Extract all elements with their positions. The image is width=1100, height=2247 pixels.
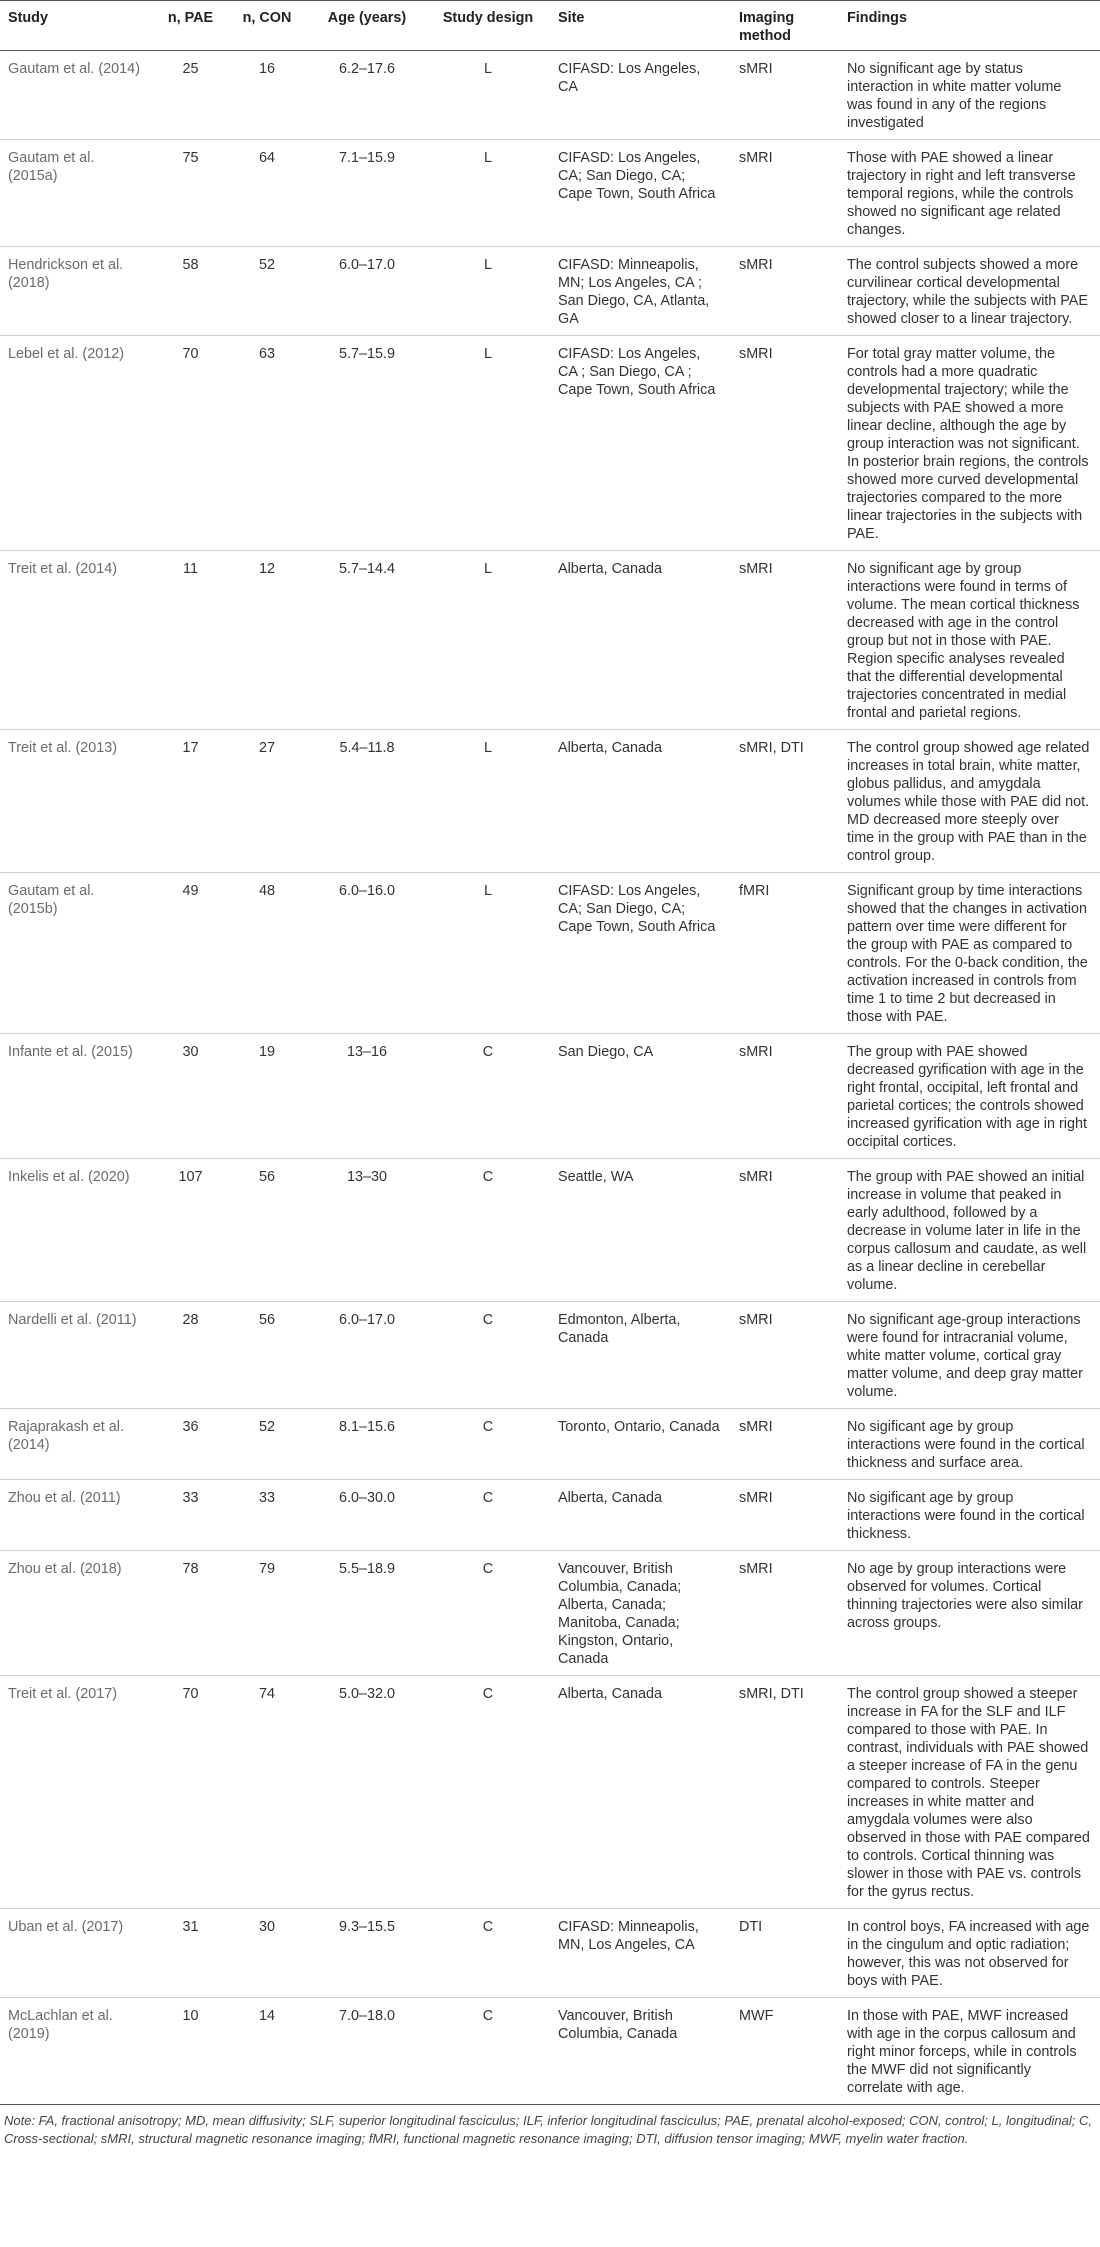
cell-study-design: L [428, 247, 550, 336]
cell-n-pae: 49 [155, 873, 228, 1034]
cell-n-pae: 28 [155, 1302, 228, 1409]
cell-study-design: L [428, 336, 550, 551]
cell-findings: The control group showed age related increases in total brain, white matter, globus pallidus, and amygdala volumes while those with PAE did not. MD decreased more steeply over time in the group with PAE than in the control group. [839, 730, 1100, 873]
cell-age: 6.2–17.6 [308, 51, 428, 140]
cell-study-design: C [428, 1480, 550, 1551]
cell-n-pae: 30 [155, 1034, 228, 1159]
cell-study-design: C [428, 1302, 550, 1409]
header-imaging-method: Imaging method [731, 1, 839, 51]
header-findings: Findings [839, 1, 1100, 51]
cell-findings: No sigificant age by group interactions were found in the cortical thickness and surface area. [839, 1409, 1100, 1480]
table-row [0, 1159, 1100, 1302]
cell-study-design: C [428, 1159, 550, 1302]
table-row [0, 873, 1100, 1034]
cell-n-con: 64 [228, 140, 308, 247]
cell-n-con: 30 [228, 1909, 308, 1998]
cell-findings: No significant age by group interactions were found in terms of volume. The mean cortical thickness decreased with age in the control group but not in those with PAE. Region specific analyses revealed that the differential developmental trajectories concentrated in medial frontal and parietal regions. [839, 551, 1100, 730]
cell-site: CIFASD: Los Angeles, CA; San Diego, CA; Cape Town, South Africa [550, 140, 731, 247]
cell-findings: No significant age by status interaction in white matter volume was found in any of the regions investigated [839, 51, 1100, 140]
cell-study: Treit et al. (2014) [0, 551, 155, 730]
cell-imaging-method: sMRI, DTI [731, 1676, 839, 1909]
cell-study-design: C [428, 1551, 550, 1676]
cell-study: Gautam et al. (2015b) [0, 873, 155, 1034]
cell-n-con: 12 [228, 551, 308, 730]
cell-n-con: 33 [228, 1480, 308, 1551]
cell-age: 6.0–16.0 [308, 873, 428, 1034]
cell-n-pae: 78 [155, 1551, 228, 1676]
cell-n-con: 52 [228, 1409, 308, 1480]
cell-imaging-method: sMRI [731, 1159, 839, 1302]
cell-site: Alberta, Canada [550, 730, 731, 873]
cell-n-con: 79 [228, 1551, 308, 1676]
cell-study-design: C [428, 1998, 550, 2105]
table-row [0, 1998, 1100, 2105]
cell-site: Vancouver, British Columbia, Canada; Alberta, Canada; Manitoba, Canada; Kingston, Ontario, Canada [550, 1551, 731, 1676]
cell-study-design: C [428, 1034, 550, 1159]
cell-site: CIFASD: Minneapolis, MN; Los Angeles, CA ; San Diego, CA, Atlanta, GA [550, 247, 731, 336]
cell-imaging-method: sMRI [731, 247, 839, 336]
cell-imaging-method: sMRI [731, 1480, 839, 1551]
cell-imaging-method: sMRI [731, 551, 839, 730]
cell-findings: For total gray matter volume, the controls had a more quadratic developmental trajectory; while the subjects with PAE showed a more linear decline, although the age by group interaction was not significant. In posterior brain regions, the controls showed more curved developmental trajectories compared to the more linear trajectories in the subjects with PAE. [839, 336, 1100, 551]
table-row [0, 51, 1100, 140]
cell-n-con: 16 [228, 51, 308, 140]
cell-study: Gautam et al. (2015a) [0, 140, 155, 247]
cell-study: Nardelli et al. (2011) [0, 1302, 155, 1409]
cell-age: 6.0–17.0 [308, 1302, 428, 1409]
cell-imaging-method: sMRI [731, 1409, 839, 1480]
table-row [0, 336, 1100, 551]
table-row [0, 730, 1100, 873]
cell-n-con: 52 [228, 247, 308, 336]
cell-findings: In those with PAE, MWF increased with age in the corpus callosum and right minor forceps, while in controls the MWF did not significantly correlate with age. [839, 1998, 1100, 2105]
cell-age: 5.7–15.9 [308, 336, 428, 551]
table-row [0, 1551, 1100, 1676]
table-row [0, 1480, 1100, 1551]
cell-study: Zhou et al. (2011) [0, 1480, 155, 1551]
cell-findings: Those with PAE showed a linear trajectory in right and left transverse temporal regions, while the controls showed no significant age related changes. [839, 140, 1100, 247]
cell-n-pae: 17 [155, 730, 228, 873]
table-row [0, 1409, 1100, 1480]
cell-imaging-method: MWF [731, 1998, 839, 2105]
cell-study: Treit et al. (2017) [0, 1676, 155, 1909]
table-header-row [0, 1, 1100, 51]
cell-imaging-method: sMRI, DTI [731, 730, 839, 873]
table-row [0, 1676, 1100, 1909]
cell-study: Zhou et al. (2018) [0, 1551, 155, 1676]
cell-imaging-method: fMRI [731, 873, 839, 1034]
cell-site: San Diego, CA [550, 1034, 731, 1159]
cell-site: CIFASD: Los Angeles, CA; San Diego, CA; Cape Town, South Africa [550, 873, 731, 1034]
cell-imaging-method: sMRI [731, 1551, 839, 1676]
cell-age: 8.1–15.6 [308, 1409, 428, 1480]
cell-study-design: C [428, 1909, 550, 1998]
cell-age: 6.0–30.0 [308, 1480, 428, 1551]
cell-site: CIFASD: Los Angeles, CA [550, 51, 731, 140]
cell-findings: The control subjects showed a more curvilinear cortical developmental trajectory, while the subjects with PAE showed closer to a linear trajectory. [839, 247, 1100, 336]
cell-n-con: 14 [228, 1998, 308, 2105]
cell-findings: In control boys, FA increased with age in the cingulum and optic radiation; however, this was not observed for boys with PAE. [839, 1909, 1100, 1998]
header-study-design: Study design [428, 1, 550, 51]
cell-study: Rajaprakash et al. (2014) [0, 1409, 155, 1480]
cell-n-con: 56 [228, 1302, 308, 1409]
header-n-con: n, CON [228, 1, 308, 51]
cell-age: 5.0–32.0 [308, 1676, 428, 1909]
cell-age: 13–30 [308, 1159, 428, 1302]
cell-n-pae: 107 [155, 1159, 228, 1302]
cell-n-pae: 11 [155, 551, 228, 730]
cell-imaging-method: DTI [731, 1909, 839, 1998]
cell-age: 9.3–15.5 [308, 1909, 428, 1998]
header-n-pae: n, PAE [155, 1, 228, 51]
header-site: Site [550, 1, 731, 51]
cell-site: Seattle, WA [550, 1159, 731, 1302]
cell-n-pae: 70 [155, 336, 228, 551]
cell-study: McLachlan et al. (2019) [0, 1998, 155, 2105]
cell-age: 5.5–18.9 [308, 1551, 428, 1676]
cell-study: Inkelis et al. (2020) [0, 1159, 155, 1302]
cell-study: Hendrickson et al. (2018) [0, 247, 155, 336]
cell-n-con: 63 [228, 336, 308, 551]
cell-study: Infante et al. (2015) [0, 1034, 155, 1159]
table-body [0, 51, 1100, 2105]
cell-findings: No sigificant age by group interactions were found in the cortical thickness. [839, 1480, 1100, 1551]
table-row [0, 1034, 1100, 1159]
cell-n-pae: 58 [155, 247, 228, 336]
cell-findings: The control group showed a steeper increase in FA for the SLF and ILF compared to those with PAE. In contrast, individuals with PAE showed a steeper increase of FA in the genu compared to controls. Steeper increases in white matter and amygdala volumes were also observed in those with PAE compared to controls. Cortical thinning was slower in those with PAE vs. controls for the gyrus rectus. [839, 1676, 1100, 1909]
cell-age: 5.4–11.8 [308, 730, 428, 873]
cell-study-design: L [428, 51, 550, 140]
cell-age: 7.0–18.0 [308, 1998, 428, 2105]
cell-site: Alberta, Canada [550, 1676, 731, 1909]
cell-imaging-method: sMRI [731, 1034, 839, 1159]
cell-study: Gautam et al. (2014) [0, 51, 155, 140]
header-study: Study [0, 1, 155, 51]
cell-imaging-method: sMRI [731, 1302, 839, 1409]
table-row [0, 1302, 1100, 1409]
cell-findings: No significant age-group interactions were found for intracranial volume, white matter volume, cortical gray matter volume, and deep gray matter volume. [839, 1302, 1100, 1409]
cell-n-pae: 10 [155, 1998, 228, 2105]
cell-n-con: 19 [228, 1034, 308, 1159]
header-age: Age (years) [308, 1, 428, 51]
table-footnote: Note: FA, fractional anisotropy; MD, mean diffusivity; SLF, superior longitudinal fasciculus; ILF, inferior longitudinal fasciculus; PAE, prenatal alcohol-exposed; CON, control; L, longitudinal; C, Cross-sectional; sMRI, structural magnetic resonance imaging; fMRI, functional magnetic resonance imaging; DTI, diffusion tensor imaging; MWF, myelin water fraction. [4, 2113, 1092, 2146]
cell-study: Lebel et al. (2012) [0, 336, 155, 551]
cell-n-con: 56 [228, 1159, 308, 1302]
cell-age: 6.0–17.0 [308, 247, 428, 336]
cell-n-con: 74 [228, 1676, 308, 1909]
cell-site: Toronto, Ontario, Canada [550, 1409, 731, 1480]
table-row [0, 140, 1100, 247]
cell-n-pae: 75 [155, 140, 228, 247]
cell-study-design: L [428, 730, 550, 873]
cell-findings: Significant group by time interactions showed that the changes in activation pattern over time were different for the group with PAE as compared to controls. For the 0-back condition, the activation increased in controls from time 1 to time 2 but decreased in those with PAE. [839, 873, 1100, 1034]
cell-n-con: 27 [228, 730, 308, 873]
cell-n-pae: 25 [155, 51, 228, 140]
cell-n-pae: 33 [155, 1480, 228, 1551]
cell-age: 13–16 [308, 1034, 428, 1159]
cell-study-design: L [428, 873, 550, 1034]
cell-n-pae: 31 [155, 1909, 228, 1998]
cell-study-design: L [428, 140, 550, 247]
cell-findings: The group with PAE showed decreased gyrification with age in the right frontal, occipital, left frontal and parietal cortices; the controls showed increased gyrification with age in right occipital cortices. [839, 1034, 1100, 1159]
cell-n-con: 48 [228, 873, 308, 1034]
cell-site: CIFASD: Los Angeles, CA ; San Diego, CA ; Cape Town, South Africa [550, 336, 731, 551]
cell-site: Alberta, Canada [550, 551, 731, 730]
cell-study: Uban et al. (2017) [0, 1909, 155, 1998]
cell-site: Vancouver, British Columbia, Canada [550, 1998, 731, 2105]
cell-study-design: L [428, 551, 550, 730]
cell-n-pae: 36 [155, 1409, 228, 1480]
cell-study: Treit et al. (2013) [0, 730, 155, 873]
cell-n-pae: 70 [155, 1676, 228, 1909]
cell-imaging-method: sMRI [731, 51, 839, 140]
cell-imaging-method: sMRI [731, 336, 839, 551]
cell-site: CIFASD: Minneapolis, MN, Los Angeles, CA [550, 1909, 731, 1998]
cell-site: Alberta, Canada [550, 1480, 731, 1551]
cell-study-design: C [428, 1409, 550, 1480]
cell-findings: The group with PAE showed an initial increase in volume that peaked in early adulthood, followed by a decrease in volume later in life in the corpus callosum and caudate, as well as a linear decline in cerebellar volume. [839, 1159, 1100, 1302]
cell-site: Edmonton, Alberta, Canada [550, 1302, 731, 1409]
table-row [0, 551, 1100, 730]
cell-age: 5.7–14.4 [308, 551, 428, 730]
table-row [0, 247, 1100, 336]
table-row [0, 1909, 1100, 1998]
cell-study-design: C [428, 1676, 550, 1909]
cell-findings: No age by group interactions were observed for volumes. Cortical thinning trajectories were also similar across groups. [839, 1551, 1100, 1676]
cell-age: 7.1–15.9 [308, 140, 428, 247]
cell-imaging-method: sMRI [731, 140, 839, 247]
